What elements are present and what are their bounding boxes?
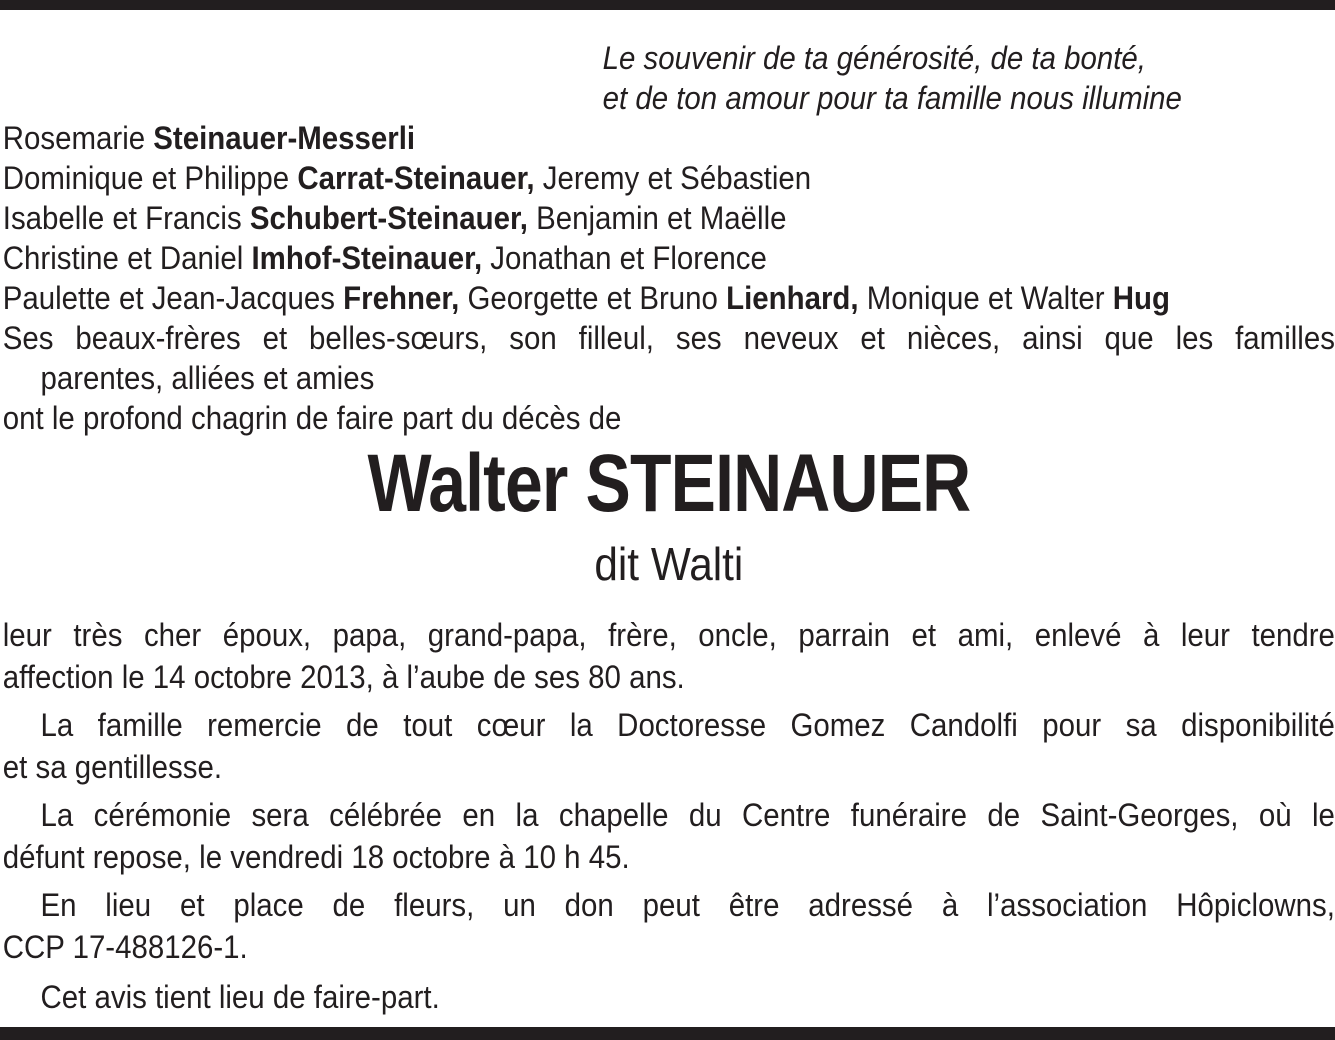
deceased-name-text: Walter STEINAUER	[367, 438, 971, 529]
family-surname: Steinauer-Messerli	[153, 120, 416, 156]
family-surname: Frehner,	[343, 280, 460, 316]
paragraph-line: En lieu et place de fleurs, un don peut être adressé à l’association Hôpiclowns,	[40, 887, 1335, 923]
paragraph	[3, 794, 1335, 878]
top-divider	[0, 0, 1335, 10]
family-given-names: Benjamin et Maëlle	[527, 200, 787, 236]
family-line	[3, 278, 1335, 318]
relatives-line-1: Ses beaux-frères et belles-sœurs, son filleul, ses neveux et nièces, ainsi que les familles	[2, 320, 1335, 356]
family-given-names: Georgette et Bruno	[459, 280, 727, 316]
paragraph	[3, 976, 1335, 1018]
family-line	[3, 198, 1335, 238]
paragraph-line: La famille remercie de tout cœur la Doctoresse Gomez Candolfi pour sa disponibilité	[40, 707, 1335, 743]
paragraph-line: Cet avis tient lieu de faire-part.	[40, 979, 440, 1015]
paragraph-line: défunt repose, le vendredi 18 octobre à 10 h 45.	[2, 839, 630, 875]
epigraph	[603, 38, 1335, 118]
family-given-names: Isabelle et Francis	[2, 200, 250, 236]
paragraph	[3, 884, 1335, 968]
family-given-names: Rosemarie	[2, 120, 154, 156]
epigraph-line-2: et de ton amour pour ta famille nous illumine	[602, 80, 1182, 116]
paragraph	[3, 614, 1335, 698]
family-surname: Hug	[1112, 280, 1170, 316]
obituary-notice	[0, 10, 1335, 1018]
paragraph-line: CCP 17-488126-1.	[2, 929, 248, 965]
announcement-line: ont le profond chagrin de faire part du décès de	[2, 400, 622, 436]
family-surname: Lienhard,	[726, 280, 859, 316]
deceased-nickname: dit Walti	[594, 538, 744, 590]
family-line	[3, 238, 1335, 278]
paragraph-line: La cérémonie sera célébrée en la chapelle du Centre funéraire de Saint-Georges, où le	[40, 797, 1335, 833]
paragraph-line: leur très cher époux, papa, grand-papa, frère, oncle, parrain et ami, enlevé à leur tendre	[2, 617, 1335, 653]
family-surname: Schubert-Steinauer,	[249, 200, 528, 236]
family-given-names: Monique et Walter	[858, 280, 1113, 316]
epigraph-line-1: Le souvenir de ta générosité, de ta bonté,	[602, 40, 1146, 76]
family-given-names: Dominique et Philippe	[2, 160, 298, 196]
relatives-line-2: parentes, alliées et amies	[40, 360, 375, 396]
paragraph	[3, 704, 1335, 788]
relatives-paragraph	[3, 318, 1335, 398]
paragraph-line: affection le 14 octobre 2013, à l’aube de ses 80 ans.	[2, 659, 685, 695]
family-given-names: Jonathan et Florence	[482, 240, 767, 276]
paragraph-line: et sa gentillesse.	[2, 749, 223, 785]
family-line	[3, 158, 1335, 198]
family-given-names: Christine et Daniel	[2, 240, 252, 276]
bottom-divider	[0, 1027, 1335, 1040]
family-list	[3, 118, 1335, 318]
family-surname: Carrat-Steinauer,	[297, 160, 535, 196]
family-surname: Imhof-Steinauer,	[251, 240, 483, 276]
family-given-names: Jeremy et Sébastien	[534, 160, 812, 196]
family-given-names: Paulette et Jean-Jacques	[2, 280, 344, 316]
body-paragraphs	[3, 614, 1335, 1018]
deceased-name	[3, 438, 1335, 530]
family-line	[3, 118, 1335, 158]
